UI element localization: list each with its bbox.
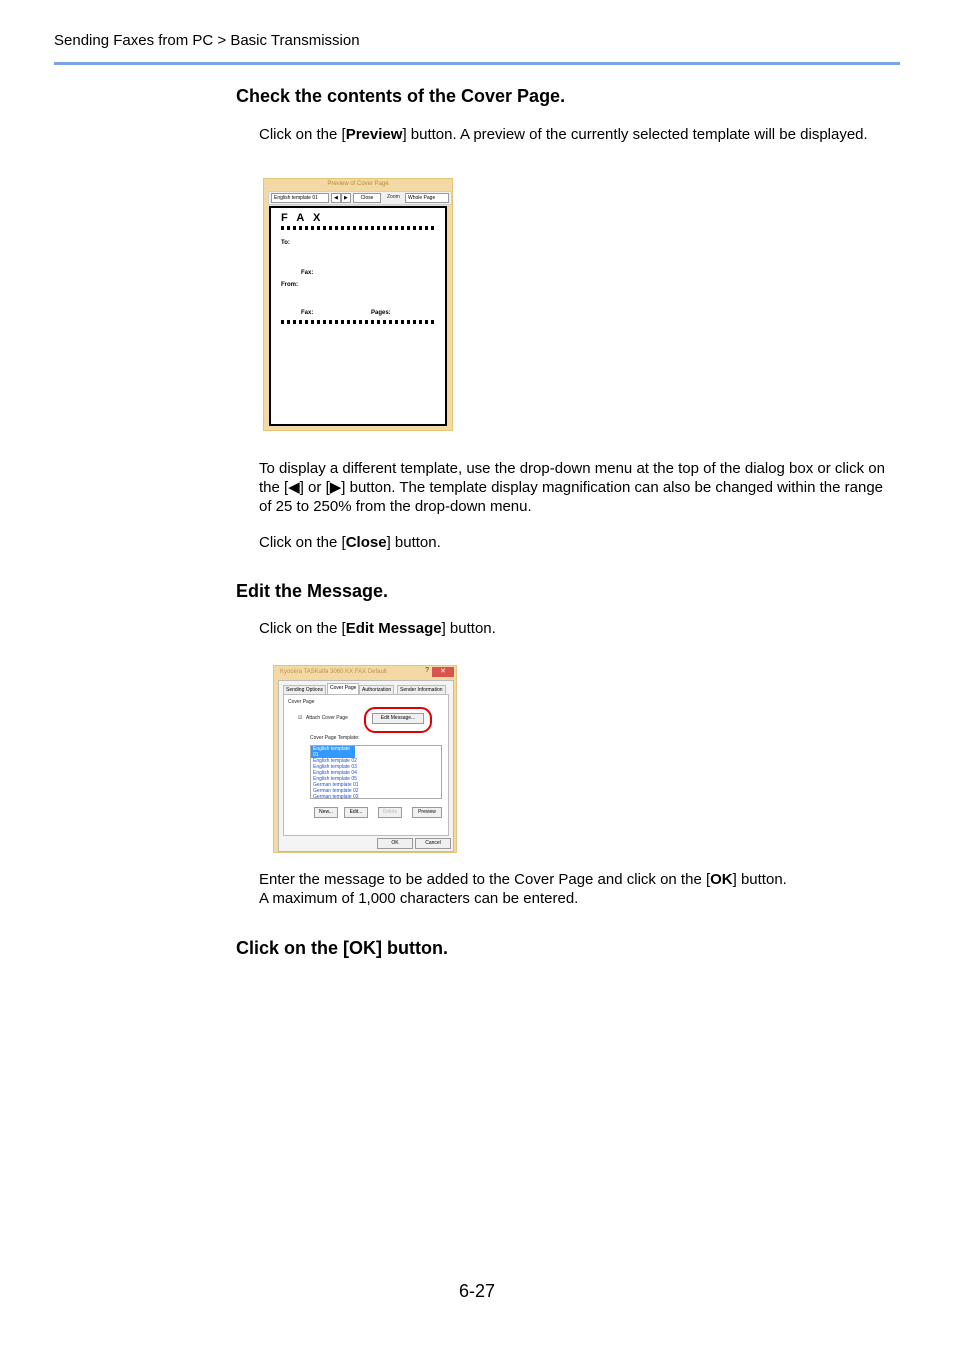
step-heading-check-cover: Check the contents of the Cover Page. [236, 86, 566, 106]
tab-sending-options[interactable]: Sending Options [283, 685, 326, 695]
dialog-screenshot [273, 665, 457, 853]
edit-message-button-ref: Edit Message [345, 620, 442, 637]
tab-authorization[interactable]: Authorization [359, 685, 394, 695]
header-rule [54, 62, 900, 65]
dotted-line [281, 226, 437, 230]
template-list-item[interactable]: English template 01 [311, 746, 355, 758]
template-dropdown[interactable]: English template 01 [271, 193, 329, 203]
attach-label: Attach Cover Page [306, 715, 348, 721]
pages-label: Pages: [371, 310, 391, 316]
template-list-item[interactable]: English template 05 [313, 776, 357, 782]
step-heading-edit-message: Edit the Message. [236, 581, 389, 601]
close-button[interactable]: Close [353, 193, 381, 203]
preview-screenshot [263, 178, 453, 431]
edit-button[interactable]: Edit... [344, 807, 368, 818]
step1-paragraph-preview: Click on the [Preview] button. A preview of the currently selected template will be displayed. [259, 126, 868, 143]
templates-label: Cover Page Template: [310, 735, 360, 741]
dialog-title: Kyocera TASKalfa 3060 KX FAX Default [280, 669, 387, 675]
help-icon[interactable]: ? [425, 667, 429, 674]
preview-window-title: Preview of Cover Page [327, 181, 389, 187]
tab-cover-page[interactable]: Cover Page [327, 683, 359, 695]
page-number: 6-27 [458, 1281, 496, 1301]
preview-button-ref: Preview [345, 126, 403, 143]
template-list-item[interactable]: German template 01 [313, 782, 359, 788]
template-list-item[interactable]: German template 02 [313, 788, 359, 794]
delete-button[interactable]: Delete [378, 807, 402, 818]
breadcrumb: Sending Faxes from PC > Basic Transmission [54, 32, 360, 49]
highlight-circle [364, 707, 432, 733]
cancel-button[interactable]: Cancel [415, 838, 451, 849]
to-label: To: [281, 240, 290, 246]
from-label: From: [281, 282, 298, 288]
fax-label: Fax: [301, 270, 314, 276]
close-icon[interactable]: ✕ [432, 667, 454, 677]
dotted-line-2 [281, 320, 437, 324]
group-label: Cover Page [288, 699, 315, 705]
edit-message-button[interactable]: Edit Message... [372, 713, 424, 724]
step1-paragraph-template: To display a different template, use the drop-down menu at the top of the dialog box or click on the [◀] or [▶] button. The template display magnification can also be changed within the range of 25 to 250% from the drop-down menu. [259, 460, 885, 515]
attach-checkbox[interactable]: ☑ [298, 715, 303, 721]
prev-template-button[interactable]: ◀ [331, 193, 341, 203]
template-list[interactable] [310, 745, 442, 799]
step2-paragraph-ok: Enter the message to be added to the Cover Page and click on the [OK] button. [259, 871, 787, 888]
template-list-item[interactable]: English template 02 [313, 758, 357, 764]
step2-paragraph-limit: A maximum of 1,000 characters can be entered. [259, 890, 579, 907]
step2-paragraph-edit: Click on the [Edit Message] button. [259, 620, 496, 637]
fax-title: F A X [281, 212, 324, 224]
preview-toolbar [268, 191, 452, 205]
fax2-label: Fax: [301, 310, 314, 316]
cover-page-panel [283, 694, 449, 836]
tab-sender-information[interactable]: Sender Information [397, 685, 446, 695]
ok-button-ref: OK [710, 871, 733, 888]
template-list-item[interactable]: German template 03 [313, 794, 359, 800]
new-button[interactable]: New... [314, 807, 338, 818]
step1-paragraph-close: Click on the [Close] button. [259, 534, 441, 551]
template-list-item[interactable]: English template 03 [313, 764, 357, 770]
zoom-label: Zoom [387, 194, 400, 200]
step-heading-click-ok: Click on the [OK] button. [236, 938, 448, 958]
next-template-button[interactable]: ▶ [341, 193, 351, 203]
template-list-item[interactable]: English template 04 [313, 770, 357, 776]
preview-button[interactable]: Preview [412, 807, 442, 818]
zoom-dropdown[interactable]: Whole Page [405, 193, 449, 203]
dialog-body [278, 680, 454, 852]
close-button-ref: Close [345, 534, 387, 551]
cover-page-preview [269, 206, 447, 426]
ok-button[interactable]: OK [377, 838, 413, 849]
